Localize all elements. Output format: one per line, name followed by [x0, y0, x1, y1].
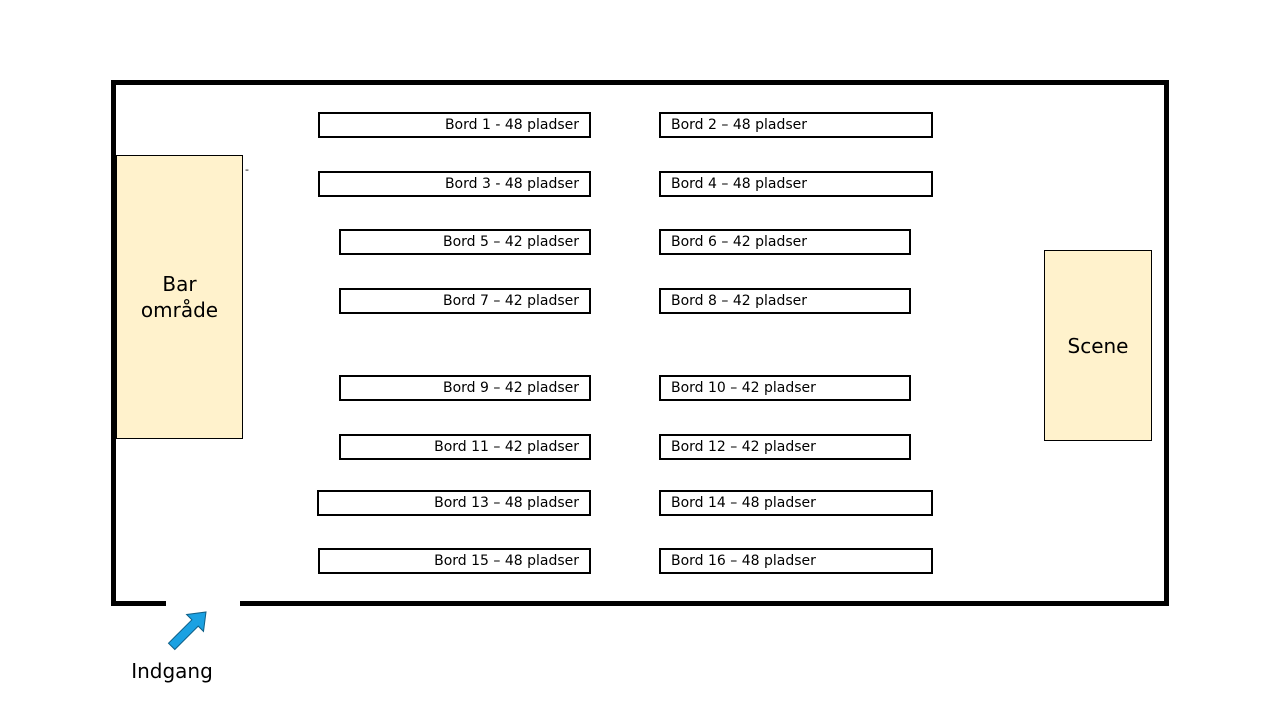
bar-area [116, 155, 243, 439]
table-8: Bord 8 – 42 pladser [659, 288, 911, 314]
table-11: Bord 11 – 42 pladser [339, 434, 591, 460]
table-14: Bord 14 – 48 pladser [659, 490, 933, 516]
entrance-arrow-icon [166, 606, 212, 652]
table-15: Bord 15 – 48 pladser [318, 548, 591, 574]
table-6: Bord 6 – 42 pladser [659, 229, 911, 255]
table-4: Bord 4 – 48 pladser [659, 171, 933, 197]
table-13: Bord 13 – 48 pladser [317, 490, 591, 516]
table-5: Bord 5 – 42 pladser [339, 229, 591, 255]
entrance-label: Indgang [131, 659, 213, 683]
table-2: Bord 2 – 48 pladser [659, 112, 933, 138]
stage-area [1044, 250, 1152, 441]
table-3: Bord 3 - 48 pladser [318, 171, 591, 197]
bar-area-mark: - [245, 163, 249, 176]
bar-area-label: Bar område [140, 272, 219, 322]
table-7: Bord 7 – 42 pladser [339, 288, 591, 314]
table-9: Bord 9 – 42 pladser [339, 375, 591, 401]
table-12: Bord 12 – 42 pladser [659, 434, 911, 460]
stage-label: Scene [1067, 333, 1129, 358]
table-1: Bord 1 - 48 pladser [318, 112, 591, 138]
room-walls [111, 80, 1169, 606]
table-10: Bord 10 – 42 pladser [659, 375, 911, 401]
table-16: Bord 16 – 48 pladser [659, 548, 933, 574]
